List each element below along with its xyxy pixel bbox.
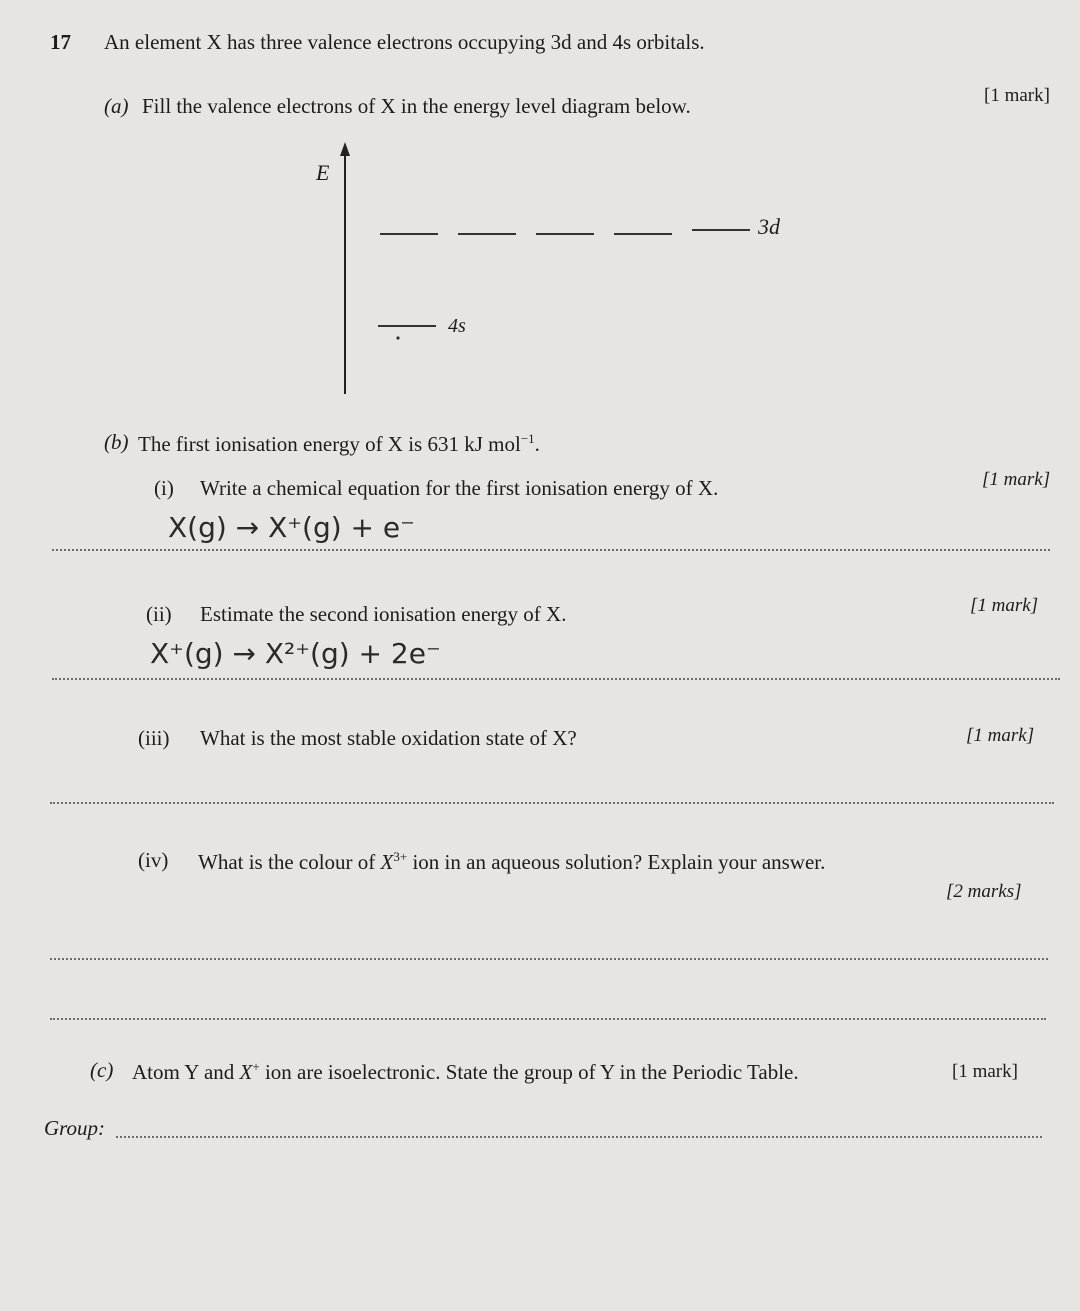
question-number: 17 <box>50 30 71 54</box>
answer-line-group[interactable] <box>116 1136 1042 1138</box>
part-b-ii-label: (ii) <box>146 602 172 626</box>
part-b-iv-text: What is the colour of $X^{3+}$ ion in an aqueous solution? Explain your answer. <box>198 849 826 874</box>
part-b-iii-label: (iii) <box>138 726 170 750</box>
pencil-dot <box>396 336 399 339</box>
part-b-iii-text: What is the most stable oxidation state of X? <box>200 726 577 750</box>
part-a-text: Fill the valence electrons of X in the energy level diagram below. <box>142 94 691 118</box>
answer-line-b-iii[interactable] <box>50 802 1054 804</box>
answer-line-b-iv-1[interactable] <box>50 958 1048 960</box>
part-c-marks: [1 mark] <box>952 1061 1018 1082</box>
part-b-iv-marks: [2 marks] <box>946 881 1022 902</box>
part-a-label: (a) <box>104 94 129 118</box>
part-b-i-marks: [1 mark] <box>982 469 1051 490</box>
energy-axis-arrow-icon <box>340 142 350 156</box>
energy-axis-label: E <box>316 160 330 185</box>
part-b-iv-label: (iv) <box>138 848 169 872</box>
part-c-label: (c) <box>90 1058 114 1082</box>
part-b-i-text: Write a chemical equation for the first ionisation energy of X. <box>200 476 719 500</box>
energy-level-diagram <box>300 130 820 400</box>
part-b-ii-answer: X⁺(g) → X²⁺(g) + 2e⁻ <box>150 637 441 670</box>
part-c-text: Atom Y and X+ ion are isoelectronic. State the group of Y in the Periodic Table. <box>132 1059 799 1084</box>
level-3d-label: 3d <box>758 214 780 239</box>
answer-line-b-i[interactable] <box>52 549 1050 551</box>
group-label: Group: <box>44 1116 106 1140</box>
part-a-marks: [1 mark] <box>984 85 1050 106</box>
part-b-i-label: (i) <box>154 476 174 500</box>
part-b-ii-marks: [1 mark] <box>970 595 1039 616</box>
part-b-text: The first ionisation energy of X is 631 kJ mol$^{-1}$. <box>138 431 540 456</box>
part-b-i-answer: X(g) → X⁺(g) + e⁻ <box>168 511 415 544</box>
part-b-label: (b) <box>104 430 129 454</box>
answer-line-b-ii[interactable] <box>52 678 1060 680</box>
part-b-iii-marks: [1 mark] <box>966 725 1035 746</box>
answer-line-b-iv-2[interactable] <box>50 1018 1046 1020</box>
level-4s-label: 4s <box>448 315 466 337</box>
question-stem: An element X has three valence electrons occupying 3d and 4s orbitals. <box>104 30 705 54</box>
part-b-ii-text: Estimate the second ionisation energy of X. <box>200 602 567 626</box>
